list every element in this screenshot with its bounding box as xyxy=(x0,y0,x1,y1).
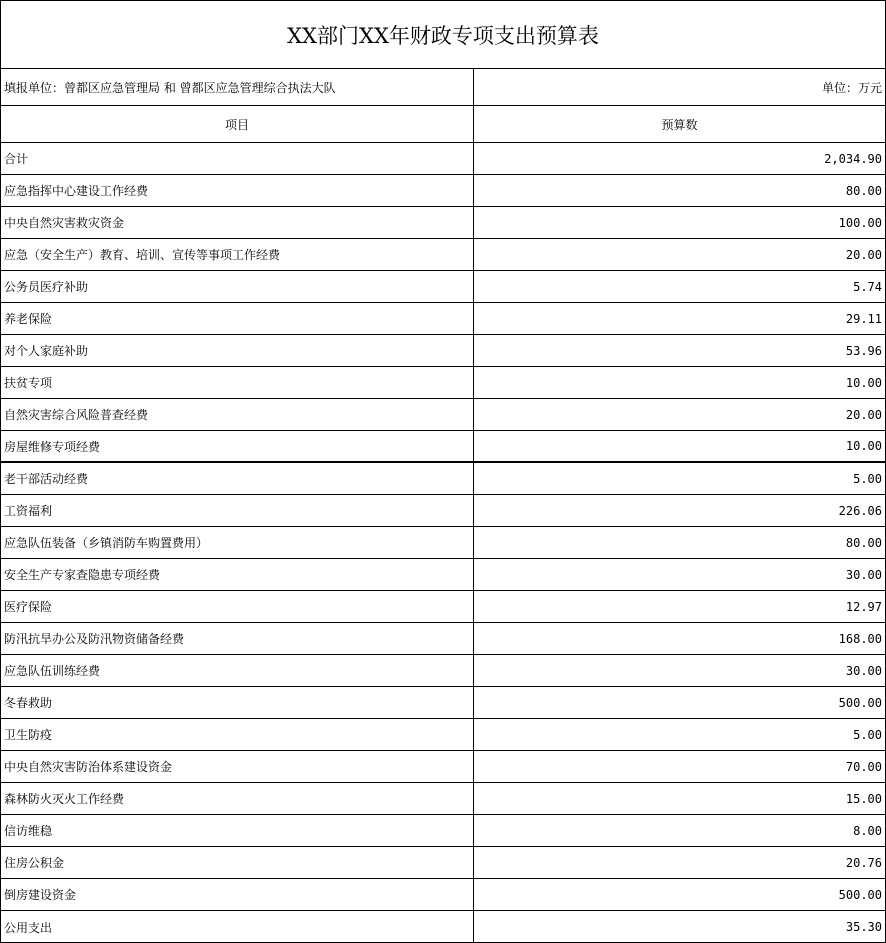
table-row xyxy=(1,847,885,879)
row-item-name: 应急队伍训练经费 xyxy=(1,655,474,686)
row-item-name: 中央自然灾害防治体系建设资金 xyxy=(1,751,474,782)
row-budget-value: 5.74 xyxy=(853,279,882,294)
row-budget-value: 8.00 xyxy=(853,823,882,838)
row-budget-value: 30.00 xyxy=(845,567,882,582)
table-row xyxy=(1,783,885,815)
table-row xyxy=(1,367,885,399)
table-row xyxy=(1,271,885,303)
table-row xyxy=(1,303,885,335)
reporting-unit: 填报单位：曾都区应急管理局 和 曾都区应急管理综合执法大队 xyxy=(1,69,474,105)
row-item-name: 医疗保险 xyxy=(1,591,474,622)
row-budget-value: 10.00 xyxy=(845,439,882,453)
row-budget-value: 500.00 xyxy=(838,695,882,710)
table-row xyxy=(1,719,885,751)
info-row xyxy=(1,69,885,106)
sheet-title: XX部门XX年财政专项支出预算表 xyxy=(1,1,885,69)
table-row xyxy=(1,687,885,719)
row-item-name: 住房公积金 xyxy=(1,847,474,878)
table-row xyxy=(1,335,885,367)
row-budget-value: 100.00 xyxy=(838,215,882,230)
table-row xyxy=(1,175,885,207)
row-item-name: 自然灾害综合风险普查经费 xyxy=(1,399,474,430)
row-budget-value: 168.00 xyxy=(838,631,882,646)
row-item-name: 养老保险 xyxy=(1,303,474,334)
row-item-name: 公用支出 xyxy=(1,911,474,943)
row-budget-value: 10.00 xyxy=(845,375,882,390)
table-row xyxy=(1,527,885,559)
table-row xyxy=(1,559,885,591)
row-budget-value: 15.00 xyxy=(845,791,882,806)
row-item-name: 扶贫专项 xyxy=(1,367,474,398)
row-budget-value: 5.00 xyxy=(853,471,882,486)
row-item-name: 中央自然灾害救灾资金 xyxy=(1,207,474,238)
row-budget-value: 20.00 xyxy=(845,407,882,422)
data-rows xyxy=(1,143,885,943)
table-row xyxy=(1,239,885,271)
row-item-name: 工资福利 xyxy=(1,495,474,526)
table-row xyxy=(1,591,885,623)
row-budget-value: 80.00 xyxy=(845,535,882,550)
row-budget-value: 53.96 xyxy=(845,343,882,358)
row-budget-value: 29.11 xyxy=(845,311,882,326)
row-item-name: 老干部活动经费 xyxy=(1,463,474,494)
row-budget-value: 20.76 xyxy=(845,855,882,870)
row-budget-value: 30.00 xyxy=(845,663,882,678)
table-row xyxy=(1,655,885,687)
row-item-name: 安全生产专家查隐患专项经费 xyxy=(1,559,474,590)
table-row xyxy=(1,751,885,783)
table-row xyxy=(1,463,885,495)
column-header-item: 项目 xyxy=(1,106,474,142)
row-budget-value: 5.00 xyxy=(853,727,882,742)
row-budget-value: 35.30 xyxy=(845,920,882,934)
table-row xyxy=(1,207,885,239)
row-budget-value: 80.00 xyxy=(845,183,882,198)
row-item-name: 倒房建设资金 xyxy=(1,879,474,910)
row-budget-value: 70.00 xyxy=(845,759,882,774)
table-row xyxy=(1,399,885,431)
row-item-name: 公务员医疗补助 xyxy=(1,271,474,302)
row-item-name: 防汛抗旱办公及防汛物资储备经费 xyxy=(1,623,474,654)
row-item-name: 房屋维修专项经费 xyxy=(1,431,474,461)
table-row xyxy=(1,911,885,943)
table-row xyxy=(1,879,885,911)
row-budget-value: 2,034.90 xyxy=(824,151,882,166)
column-header-budget: 预算数 xyxy=(661,117,698,132)
row-item-name: 合计 xyxy=(1,143,474,174)
row-budget-value: 226.06 xyxy=(838,503,882,518)
row-budget-value: 12.97 xyxy=(845,599,882,614)
row-item-name: 对个人家庭补助 xyxy=(1,335,474,366)
currency-unit: 单位：万元 xyxy=(821,80,882,95)
row-item-name: 应急指挥中心建设工作经费 xyxy=(1,175,474,206)
row-item-name: 森林防火灭火工作经费 xyxy=(1,783,474,814)
row-budget-value: 500.00 xyxy=(838,887,882,902)
table-row xyxy=(1,431,885,463)
row-item-name: 冬春救助 xyxy=(1,687,474,718)
column-header-row xyxy=(1,106,885,143)
row-item-name: 卫生防疫 xyxy=(1,719,474,750)
table-row xyxy=(1,143,885,175)
row-item-name: 应急（安全生产）教育、培训、宣传等事项工作经费 xyxy=(1,239,474,270)
row-item-name: 信访维稳 xyxy=(1,815,474,846)
table-row xyxy=(1,495,885,527)
row-budget-value: 20.00 xyxy=(845,247,882,262)
table-row xyxy=(1,815,885,847)
table-row xyxy=(1,623,885,655)
row-item-name: 应急队伍装备（乡镇消防车购置费用） xyxy=(1,527,474,558)
